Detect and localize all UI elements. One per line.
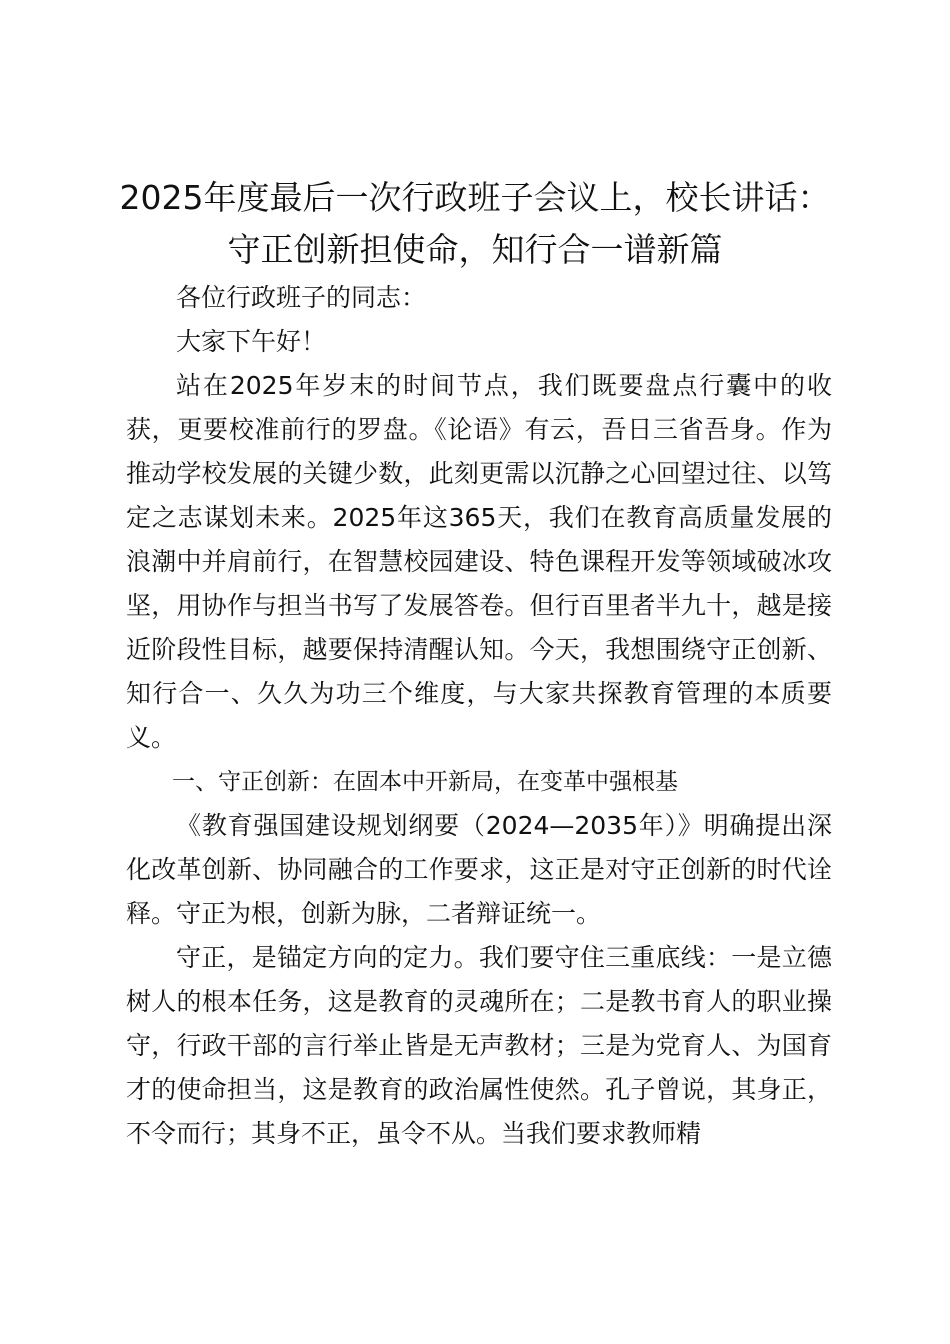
body-paragraph: 《教育强国建设规划纲要（2024—2035年）》明确提出深化改革创新、协同融合的工作要求，这正是对守正创新的时代诠释。守正为根，创新为脉，二者辩证统一。 [126,811,832,928]
body-paragraph: 站在2025年岁末的时间节点，我们既要盘点行囊中的收获，更要校准前行的罗盘。《论语》有云，吾日三省吾身。作为推动学校发展的关键少数，此刻更需以沉静之心回望过往、以笃定之志谋划未来。2025年这365天，我们在教育高质量发展的浪潮中并肩前行，在智慧校园建设、特色课程开发等领域破冰攻坚，用协作与担当书写了发展答卷。但行百里者半九十，越是接近阶段性目标，越要保持清醒认知。今天，我想围绕守正创新、知行合一、久久为功三个维度，与大家共探教育管理的本质要义。 [126,371,832,752]
section-heading: 一、守正创新：在固本中开新局，在变革中强根基 [172,769,678,795]
document-body [126,276,832,1156]
salutation: 各位行政班子的同志： [176,283,427,312]
document-title: 2025年度最后一次行政班子会议上，校长讲话：守正创新担使命，知行合一谱新篇 [119,178,831,269]
body-paragraph: 守正，是锚定方向的定力。我们要守住三重底线：一是立德树人的根本任务，这是教育的灵魂所在；二是教书育人的职业操守，行政干部的言行举止皆是无声教材；三是为党育人、为国育才的使命担当，这是教育的政治属性使然。孔子曾说，其身正，不令而行；其身不正，虽令不从。当我们要求教师精 [126,943,832,1148]
greeting: 大家下午好！ [176,327,327,356]
